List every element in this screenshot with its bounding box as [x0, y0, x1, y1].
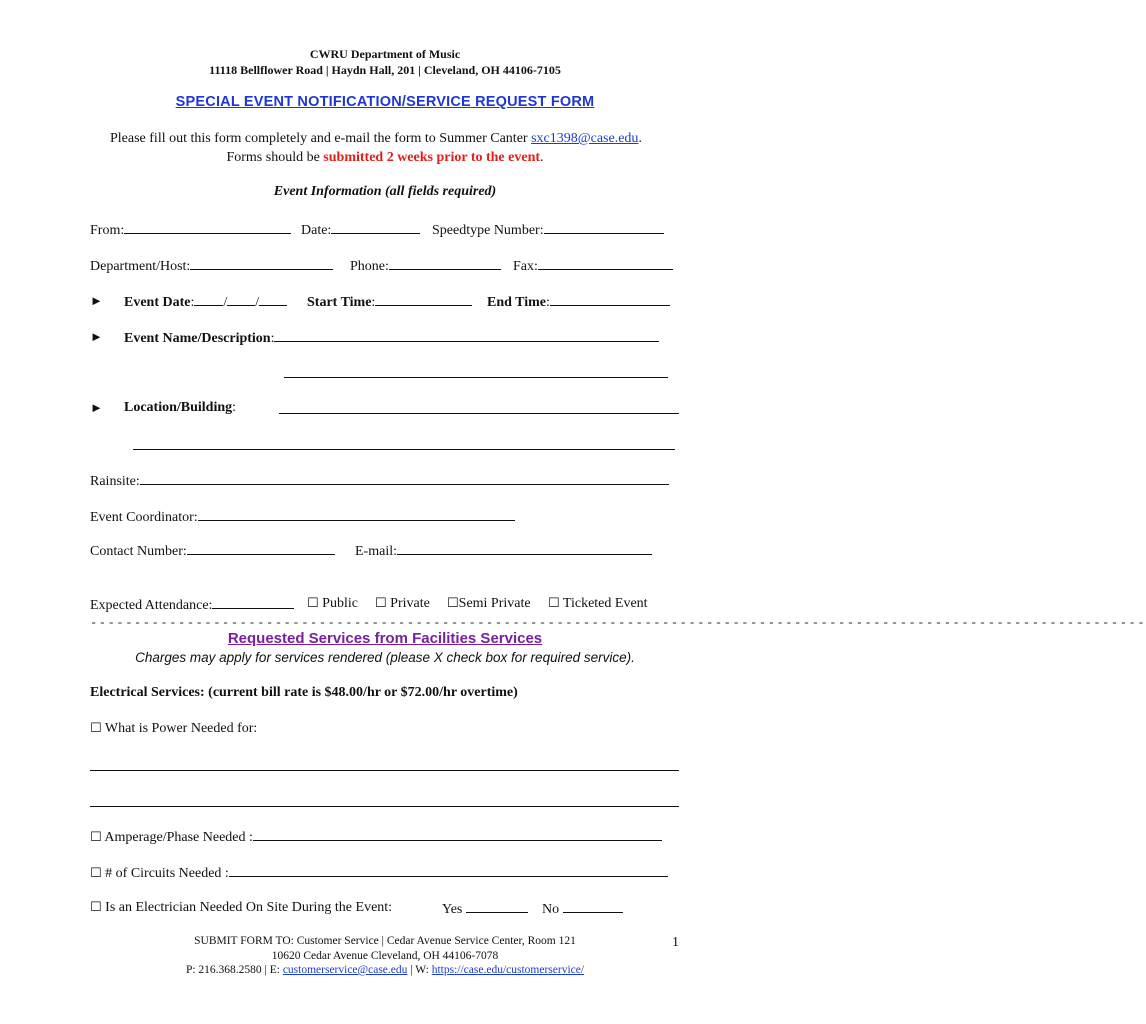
- amperage-input[interactable]: [253, 828, 662, 841]
- power-checkbox[interactable]: ☐: [90, 721, 102, 736]
- private-option[interactable]: [375, 596, 430, 612]
- event-date-colon: :: [190, 295, 195, 310]
- footer-website-link[interactable]: https://case.edu/customerservice/: [431, 964, 585, 976]
- coordinator-field: [90, 508, 515, 526]
- power-input-line-1[interactable]: [90, 770, 679, 771]
- contact-email-link[interactable]: sxc1398@case.edu: [531, 131, 639, 146]
- start-time-label: Start Time: [307, 295, 372, 310]
- rainsite-label: Rainsite:: [90, 474, 140, 489]
- footer-contact-line: [0, 964, 770, 976]
- electrical-heading: Electrical Services: (current bill rate is $48.00/hr or $72.00/hr overtime): [90, 685, 518, 700]
- event-name-field: [124, 329, 659, 347]
- intro-deadline-period: .: [540, 150, 544, 165]
- yes-input[interactable]: [466, 900, 528, 913]
- phone-field: [350, 257, 501, 275]
- amperage-checkbox[interactable]: ☐: [90, 830, 102, 845]
- speedtype-input[interactable]: [544, 221, 664, 234]
- speedtype-label: Speedtype Number:: [432, 223, 544, 238]
- event-name-label: Event Name/Description: [124, 331, 271, 346]
- start-time-colon: :: [371, 295, 376, 310]
- semi-private-label: Semi Private: [458, 596, 531, 611]
- event-info-heading: Event Information (all fields required): [273, 184, 497, 199]
- start-time-input[interactable]: [375, 293, 472, 306]
- ticketed-checkbox[interactable]: ☐: [548, 596, 560, 611]
- event-date-field: [124, 293, 287, 311]
- footer-email-link[interactable]: customerservice@case.edu: [282, 964, 408, 976]
- date-label: Date:: [301, 223, 332, 238]
- footer-address-line: 10620 Cedar Avenue Cleveland, OH 44106-7078: [271, 950, 499, 962]
- rainsite-field: [90, 472, 669, 490]
- coordinator-label: Event Coordinator:: [90, 510, 198, 525]
- department-label: Department/Host:: [90, 259, 191, 274]
- attendance-input[interactable]: [212, 596, 294, 609]
- power-label: What is Power Needed for:: [104, 721, 258, 736]
- contact-field: [90, 542, 335, 560]
- end-time-input[interactable]: [550, 293, 670, 306]
- page-number: 1: [672, 935, 679, 950]
- email-label: E-mail:: [355, 544, 397, 559]
- event-date-day-input[interactable]: [227, 293, 255, 306]
- power-option[interactable]: [90, 721, 257, 737]
- attendance-field: [90, 596, 294, 614]
- phone-input[interactable]: [389, 257, 501, 270]
- semi-private-checkbox[interactable]: ☐: [447, 596, 459, 611]
- location-label: Location/Building: [124, 400, 233, 415]
- electrician-label: Is an Electrician Needed On Site During the Event:: [105, 900, 393, 915]
- department-input[interactable]: [190, 257, 333, 270]
- location-input-line-2[interactable]: [133, 449, 675, 450]
- bullet-arrow: ►: [90, 400, 103, 415]
- date-slash: /: [223, 295, 228, 310]
- private-checkbox[interactable]: ☐: [375, 596, 387, 611]
- department-field: [90, 257, 333, 275]
- yes-label: Yes: [442, 902, 463, 917]
- public-option[interactable]: [307, 596, 358, 612]
- electrician-option[interactable]: [90, 900, 392, 916]
- from-label: From:: [90, 223, 125, 238]
- circuits-option[interactable]: [90, 864, 668, 882]
- electrician-yes-field: [442, 900, 528, 918]
- intro-period: .: [638, 131, 642, 146]
- location-colon: :: [232, 400, 237, 415]
- date-field: [301, 221, 420, 239]
- email-input[interactable]: [397, 542, 652, 555]
- intro-text: Please fill out this form completely and e-mail the form to Summer Canter: [110, 131, 532, 146]
- department-address: 11118 Bellflower Road | Haydn Hall, 201 | Cleveland, OH 44106-7105: [209, 63, 561, 77]
- amperage-label: Amperage/Phase Needed :: [104, 830, 253, 845]
- from-input[interactable]: [124, 221, 291, 234]
- bullet-arrow: ►: [90, 329, 103, 344]
- location-input[interactable]: [279, 413, 679, 414]
- no-input[interactable]: [563, 900, 623, 913]
- services-heading: Requested Services from Facilities Services: [227, 630, 543, 647]
- phone-label: Phone:: [350, 259, 389, 274]
- services-note: Charges may apply for services rendered (please X check box for required service).: [135, 650, 635, 665]
- no-label: No: [542, 902, 560, 917]
- intro-line-1: [110, 131, 642, 147]
- circuits-checkbox[interactable]: ☐: [90, 866, 102, 881]
- event-date-month-input[interactable]: [194, 293, 223, 306]
- form-title: SPECIAL EVENT NOTIFICATION/SERVICE REQUEST FORM: [175, 94, 595, 110]
- date-input[interactable]: [331, 221, 420, 234]
- contact-label: Contact Number:: [90, 544, 187, 559]
- amperage-option[interactable]: [90, 828, 662, 846]
- location-field: [124, 400, 236, 416]
- from-field: [90, 221, 291, 239]
- semi-private-option[interactable]: [447, 596, 531, 612]
- circuits-label: # of Circuits Needed :: [105, 866, 229, 881]
- event-name-input[interactable]: [274, 329, 659, 342]
- footer-phone: P: 216.368.2580 | E:: [185, 964, 283, 976]
- ticketed-option[interactable]: [548, 596, 648, 612]
- contact-input[interactable]: [187, 542, 335, 555]
- date-slash: /: [255, 295, 260, 310]
- electrician-checkbox[interactable]: ☐: [90, 900, 102, 915]
- event-date-year-input[interactable]: [259, 293, 287, 306]
- event-name-input-line-2[interactable]: [284, 377, 668, 378]
- bullet-arrow: ►: [90, 293, 103, 308]
- deadline-warning: submitted 2 weeks prior to the event: [323, 150, 541, 165]
- dashed-separator: ------------------------------------------------------------------------------------------------------------------------: [90, 616, 1146, 630]
- ticketed-label: Ticketed Event: [562, 596, 648, 611]
- email-field: [355, 542, 652, 560]
- fax-label: Fax:: [513, 259, 538, 274]
- fax-input[interactable]: [538, 257, 673, 270]
- public-label: Public: [322, 596, 358, 611]
- end-time-label: End Time: [487, 295, 547, 310]
- power-input-line-2[interactable]: [90, 806, 679, 807]
- public-checkbox[interactable]: ☐: [307, 596, 319, 611]
- rainsite-input[interactable]: [140, 472, 669, 485]
- footer-submit-line: SUBMIT FORM TO: Customer Service | Cedar Avenue Service Center, Room 121: [194, 935, 576, 947]
- attendance-label: Expected Attendance:: [90, 598, 213, 613]
- end-time-field: [487, 293, 670, 311]
- fax-field: [513, 257, 673, 275]
- event-date-label: Event Date: [124, 295, 191, 310]
- circuits-input[interactable]: [229, 864, 668, 877]
- end-time-colon: :: [546, 295, 550, 310]
- event-name-colon: :: [270, 331, 275, 346]
- footer-separator: | W:: [407, 964, 432, 976]
- intro-deadline-text: Forms should be: [226, 150, 324, 165]
- electrician-no-field: [542, 900, 623, 918]
- private-label: Private: [390, 596, 430, 611]
- start-time-field: [307, 293, 472, 311]
- department-name: CWRU Department of Music: [309, 47, 461, 61]
- speedtype-field: [432, 221, 664, 239]
- intro-line-2: [0, 150, 770, 166]
- coordinator-input[interactable]: [198, 508, 515, 521]
